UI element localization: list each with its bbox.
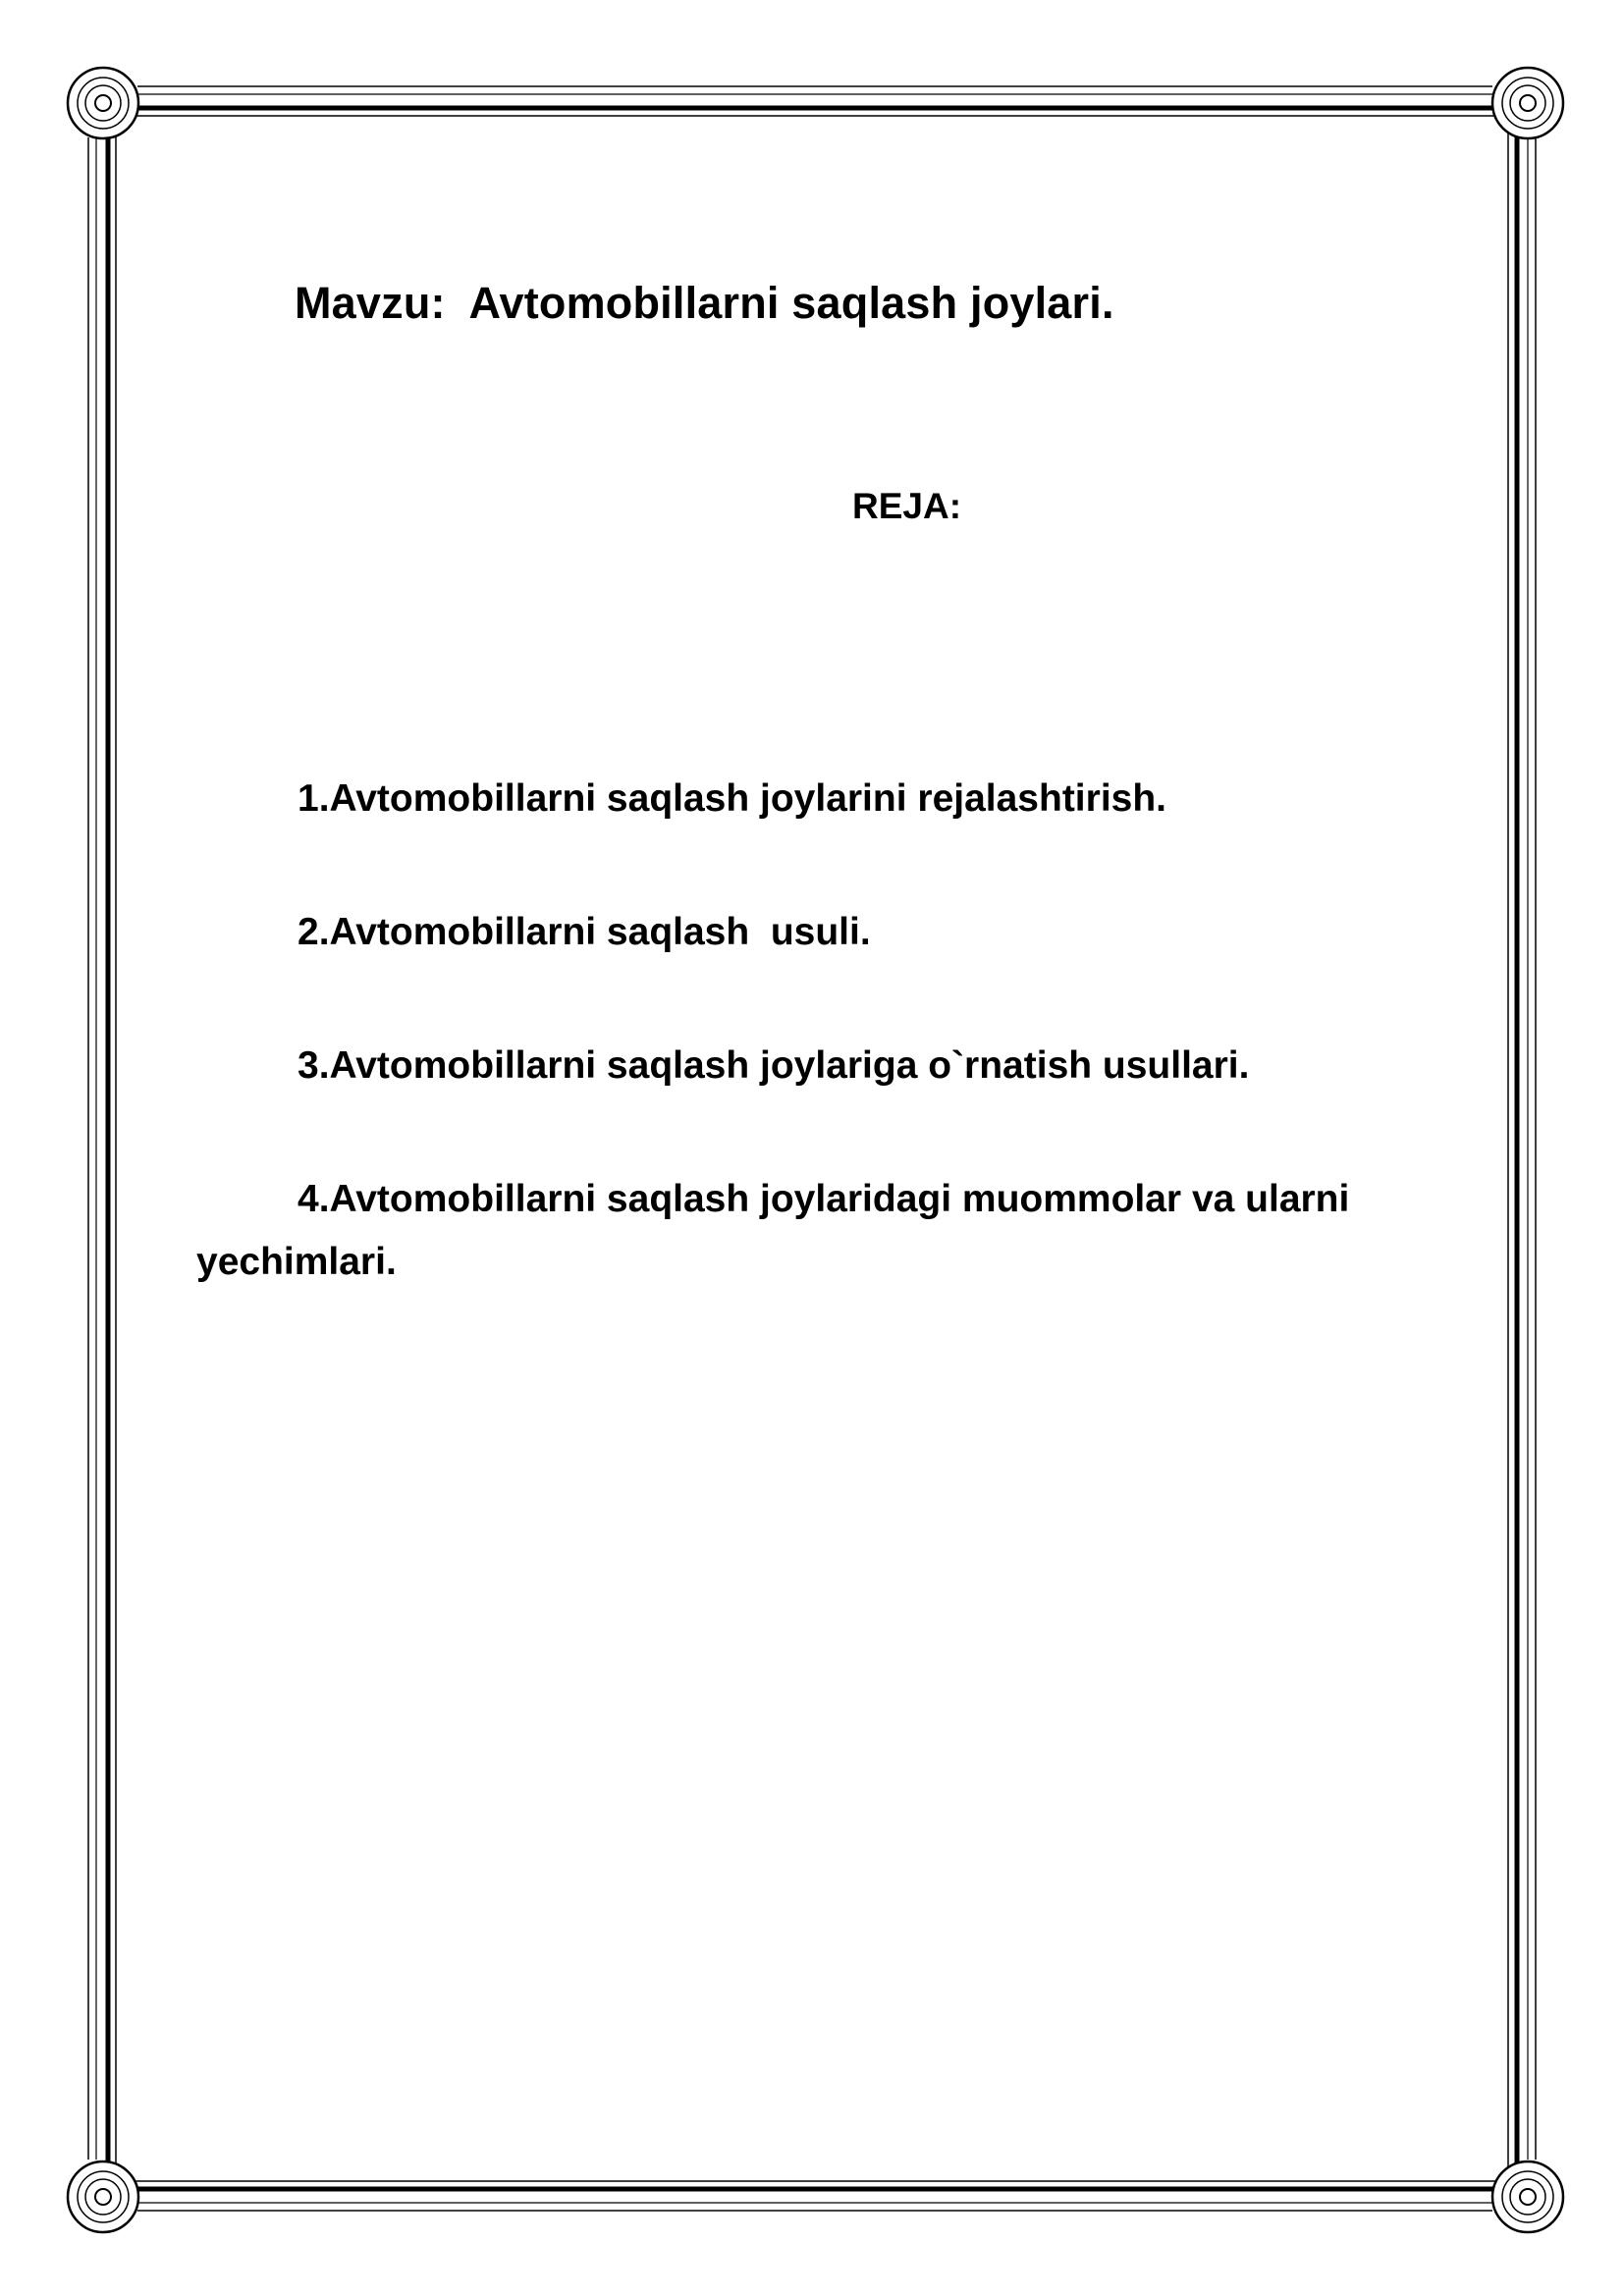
plan-item-2: 2.Avtomobillarni saqlash usuli. [298, 911, 871, 953]
plan-heading: REJA: [852, 486, 962, 526]
plan-item-4: 4.Avtomobillarni saqlash joylaridagi muommolar va ularni yechimlari. [196, 1178, 1361, 1283]
plan-list [196, 768, 1492, 1364]
corner-ornament-top-left [68, 68, 138, 138]
corner-ornament-bottom-right [1492, 2162, 1563, 2232]
plan-item-1: 1.Avtomobillarni saqlash joylarini rejalashtirish. [298, 777, 1167, 820]
corner-ornament-top-right [1492, 68, 1563, 138]
document-title: Mavzu: Avtomobillarni saqlash joylari. [295, 278, 1114, 328]
plan-item-3: 3.Avtomobillarni saqlash joylariga o`rnatish usullari. [298, 1044, 1250, 1087]
corner-ornament-bottom-left [68, 2162, 138, 2232]
